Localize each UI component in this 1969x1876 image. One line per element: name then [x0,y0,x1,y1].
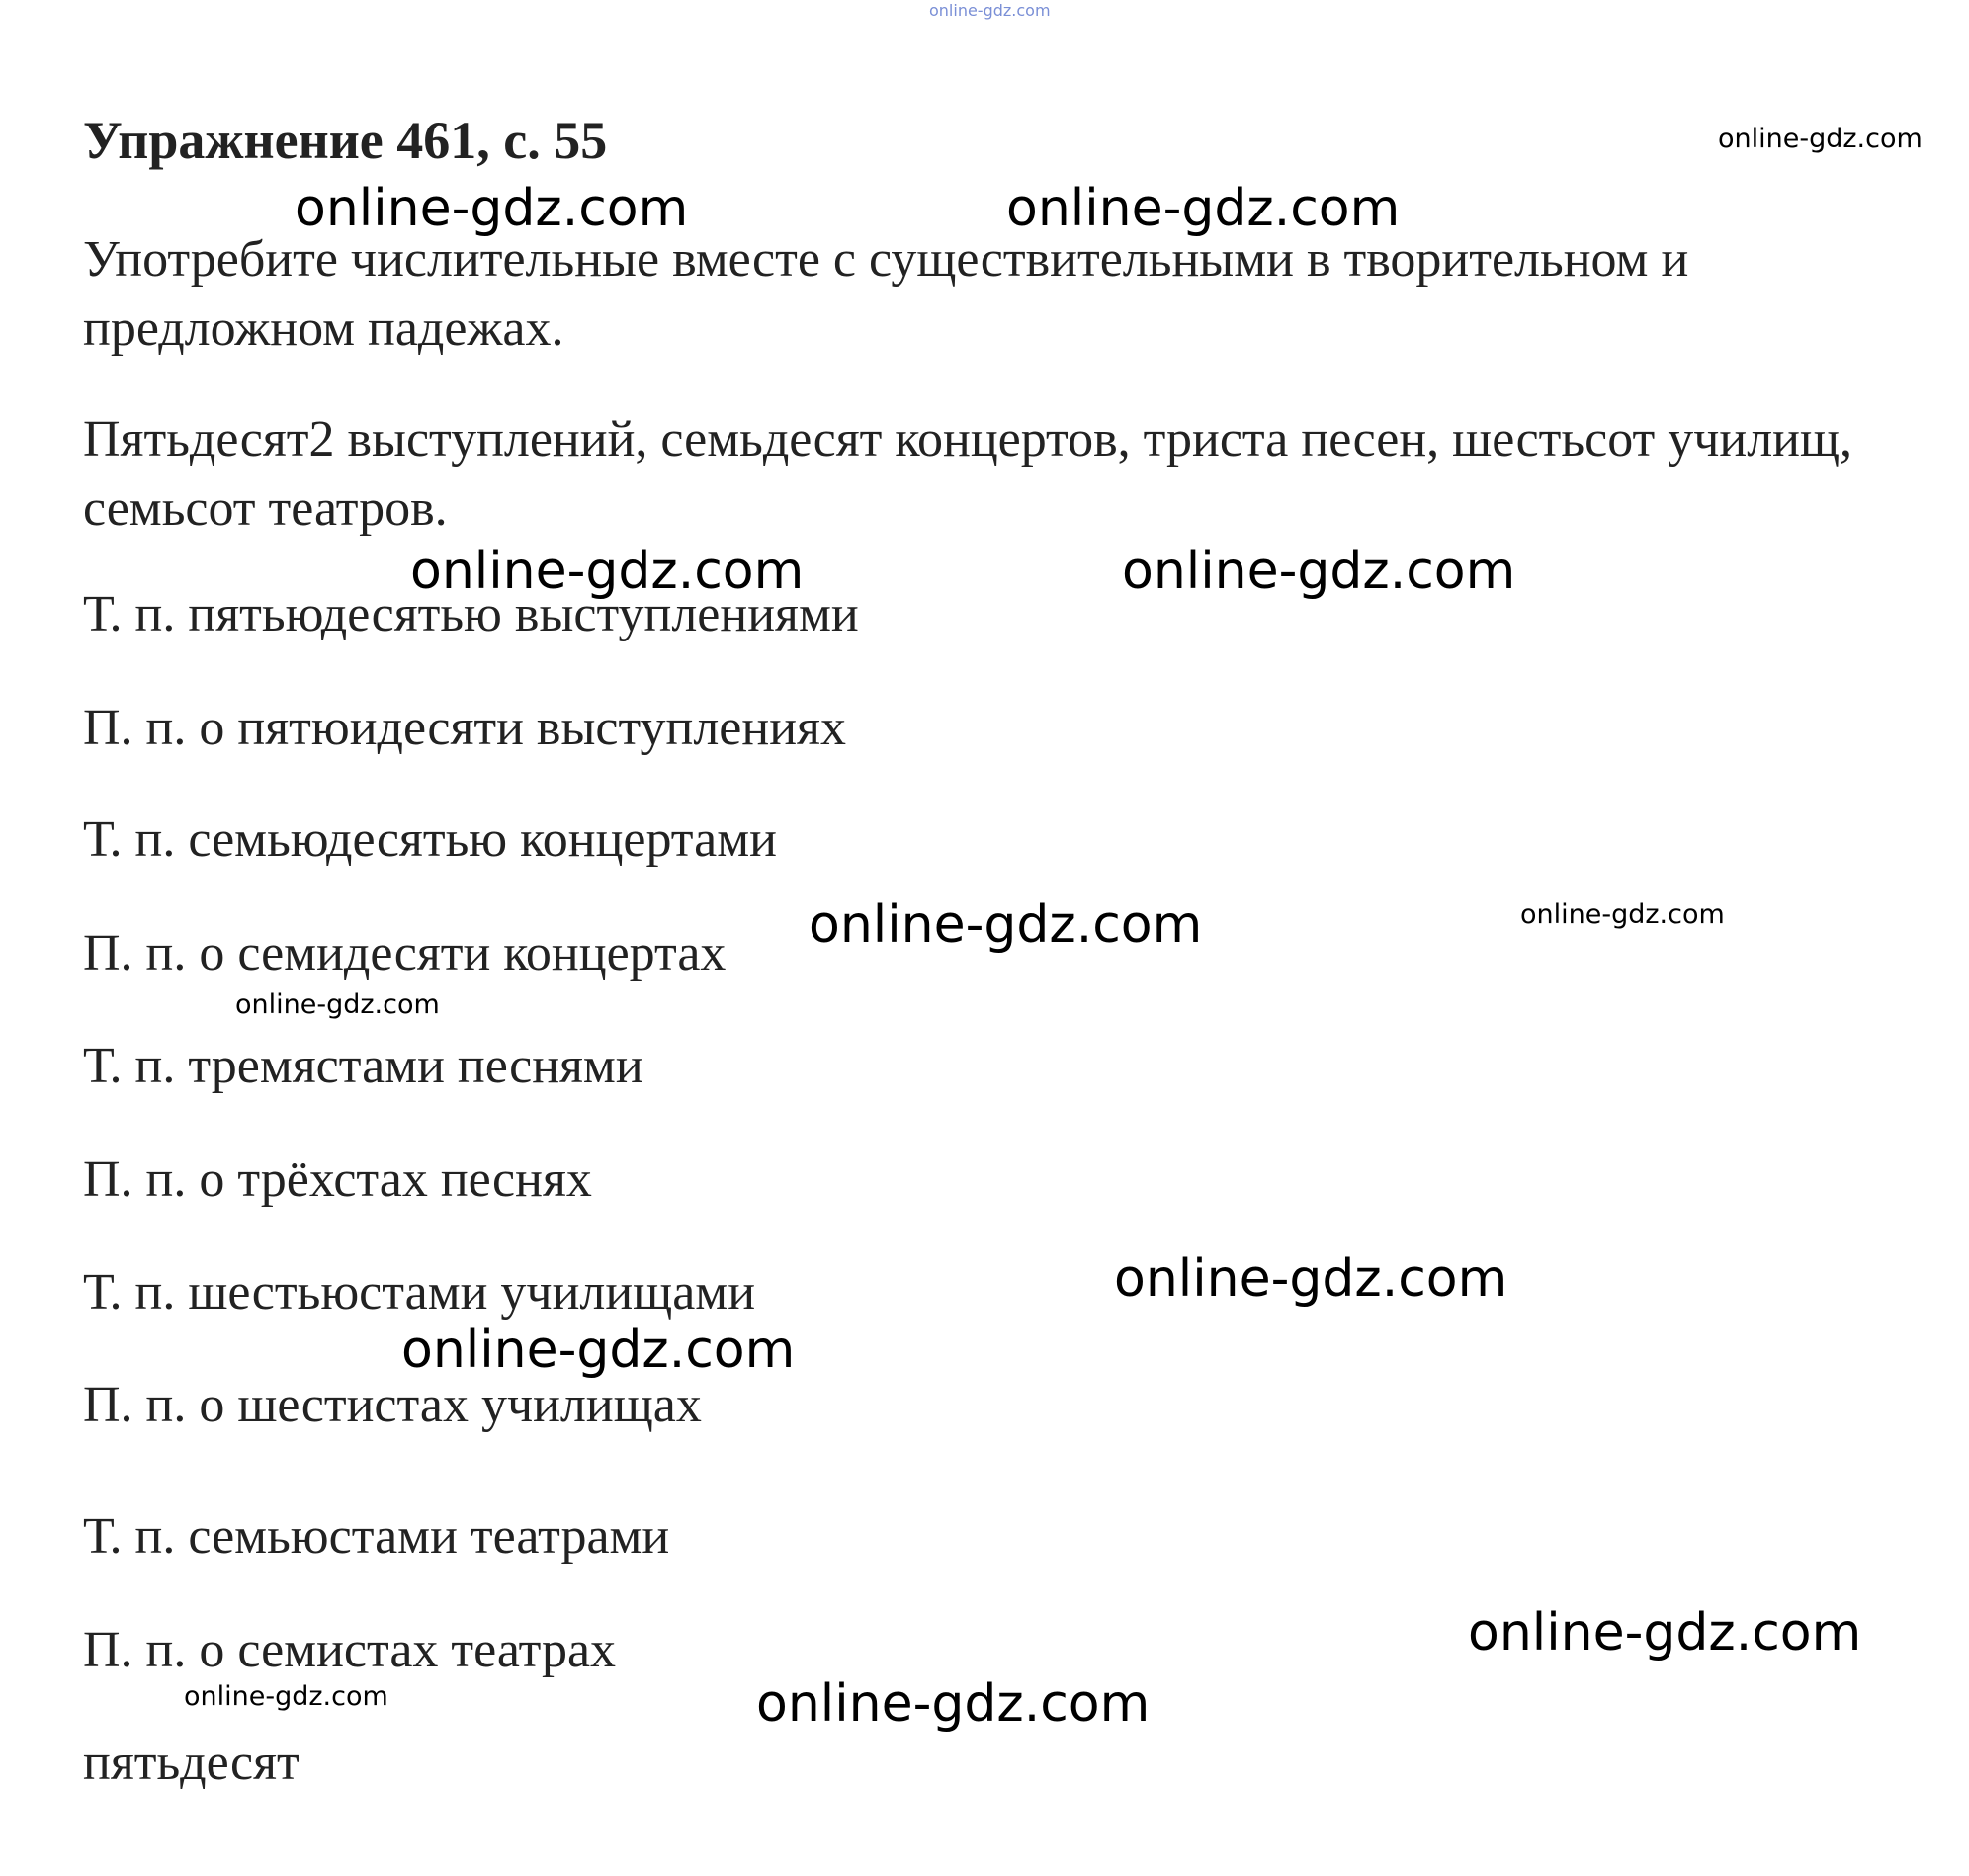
watermark: online-gdz.com [1718,124,1923,154]
watermark-top: online-gdz.com [929,1,1051,20]
answer-line-1: Т. п. пятьюдесятью выступлениями [83,586,859,642]
answer-line-10: П. п. о семистах театрах [83,1622,617,1678]
answer-line-5: Т. п. тремястами песнями [83,1038,643,1094]
answer-line-9: Т. п. семьюстами театрами [83,1508,670,1565]
exercise-title: Упражнение 461, с. 55 [83,111,608,170]
task-text: Употребите числительные вместе с существительными в творительном и предложном падежах. [83,231,1689,357]
source-text: Пятьдесят2 выступлений, семьдесят концертов, триста песен, шестьсот училищ, семьсот театров. [83,411,1853,537]
answer-line-4: П. п. о семидесяти концертах [83,925,727,981]
watermark: online-gdz.com [1520,899,1725,930]
answer-line-7: Т. п. шестьюстами училищами [83,1264,756,1321]
watermark: online-gdz.com [1114,1249,1508,1309]
watermark: online-gdz.com [235,989,440,1020]
answer-line-2: П. п. о пятюидесяти выступлениях [83,700,846,756]
watermark: online-gdz.com [184,1681,388,1712]
watermark: online-gdz.com [809,895,1203,955]
watermark: online-gdz.com [756,1674,1151,1734]
watermark: online-gdz.com [295,179,689,238]
answer-line-3: Т. п. семьюдесятью концертами [83,811,777,868]
watermark: online-gdz.com [1006,179,1401,238]
watermark: online-gdz.com [401,1321,796,1380]
watermark: online-gdz.com [1122,542,1516,601]
answer-line-6: П. п. о трёхстах песнях [83,1151,592,1208]
watermark: online-gdz.com [1468,1603,1862,1663]
footnote: пятьдесят [83,1735,300,1791]
answer-line-8: П. п. о шестистах училищах [83,1377,702,1433]
watermark: online-gdz.com [410,542,805,601]
